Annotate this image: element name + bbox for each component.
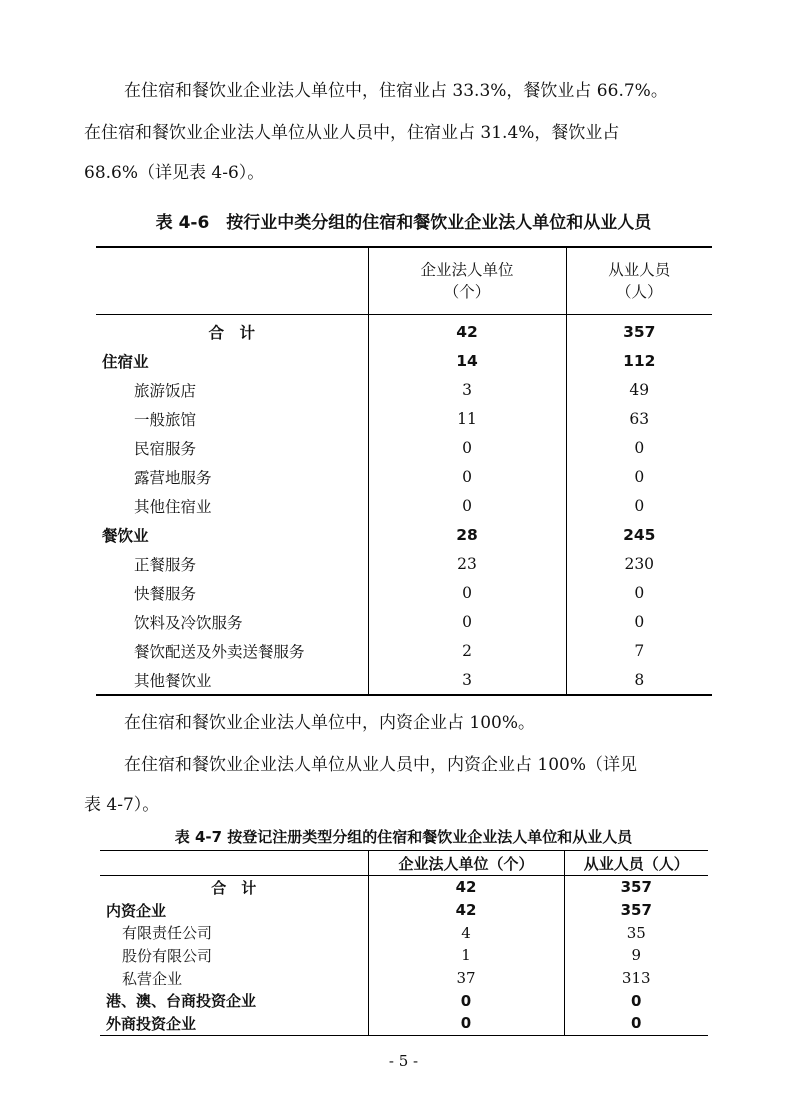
table-4-6 xyxy=(96,246,712,696)
table-row: 一般旅馆 11 63 xyxy=(96,404,712,433)
table-row: 港、澳、台商投资企业 0 0 xyxy=(100,989,708,1012)
table-4-7-header-units: 企业法人单位（个） xyxy=(368,851,564,876)
table-row: 股份有限公司 1 9 xyxy=(100,944,708,967)
table-row: 有限责任公司 4 35 xyxy=(100,921,708,944)
table-row: 住宿业 14 112 xyxy=(96,346,712,375)
table-4-6-caption: 表 4-6 按行业中类分组的住宿和餐饮业企业法人单位和从业人员 xyxy=(155,213,652,233)
table-row: 饮料及冷饮服务 0 0 xyxy=(96,607,712,636)
table-row: 正餐服务 23 230 xyxy=(96,549,712,578)
table-4-7-header-staff: 从业人员（人） xyxy=(564,851,708,876)
table-4-7 xyxy=(100,850,708,1036)
paragraph-1-line-3: 68.6%（详见表 4-6）。 xyxy=(84,163,265,183)
table-row: 其他住宿业 0 0 xyxy=(96,491,712,520)
table-row: 餐饮配送及外卖送餐服务 2 7 xyxy=(96,636,712,665)
table-row: 私营企业 37 313 xyxy=(100,967,708,990)
table-row: 内资企业 42 357 xyxy=(100,899,708,922)
table-4-7-caption: 表 4-7 按登记注册类型分组的住宿和餐饮业企业法人单位和从业人员 xyxy=(174,828,633,846)
table-row: 其他餐饮业 3 8 xyxy=(96,665,712,695)
paragraph-3-line-1: 在住宿和餐饮业企业法人单位从业人员中，内资企业占 100%（详见 xyxy=(124,755,638,775)
table-row: 合 计 42 357 xyxy=(96,315,712,347)
table-4-7-corner xyxy=(100,851,368,876)
table-row: 露营地服务 0 0 xyxy=(96,462,712,491)
table-row: 合 计 42 357 xyxy=(100,876,708,899)
table-4-6-header-units: 企业法人单位 （个） xyxy=(368,247,566,315)
table-4-6-header-staff: 从业人员 （人） xyxy=(566,247,712,315)
paragraph-3-line-2: 表 4-7）。 xyxy=(84,795,160,815)
table-4-6-corner xyxy=(96,247,368,315)
paragraph-1-line-1: 在住宿和餐饮业企业法人单位中，住宿业占 33.3%，餐饮业占 66.7%。 xyxy=(124,81,668,101)
table-row: 民宿服务 0 0 xyxy=(96,433,712,462)
page-number: - 5 - xyxy=(388,1052,419,1070)
paragraph-2: 在住宿和餐饮业企业法人单位中，内资企业占 100%。 xyxy=(124,713,536,733)
table-row: 餐饮业 28 245 xyxy=(96,520,712,549)
paragraph-1-line-2: 在住宿和餐饮业企业法人单位从业人员中，住宿业占 31.4%，餐饮业占 xyxy=(84,123,620,143)
table-row: 快餐服务 0 0 xyxy=(96,578,712,607)
table-row: 旅游饭店 3 49 xyxy=(96,375,712,404)
table-row: 外商投资企业 0 0 xyxy=(100,1012,708,1035)
